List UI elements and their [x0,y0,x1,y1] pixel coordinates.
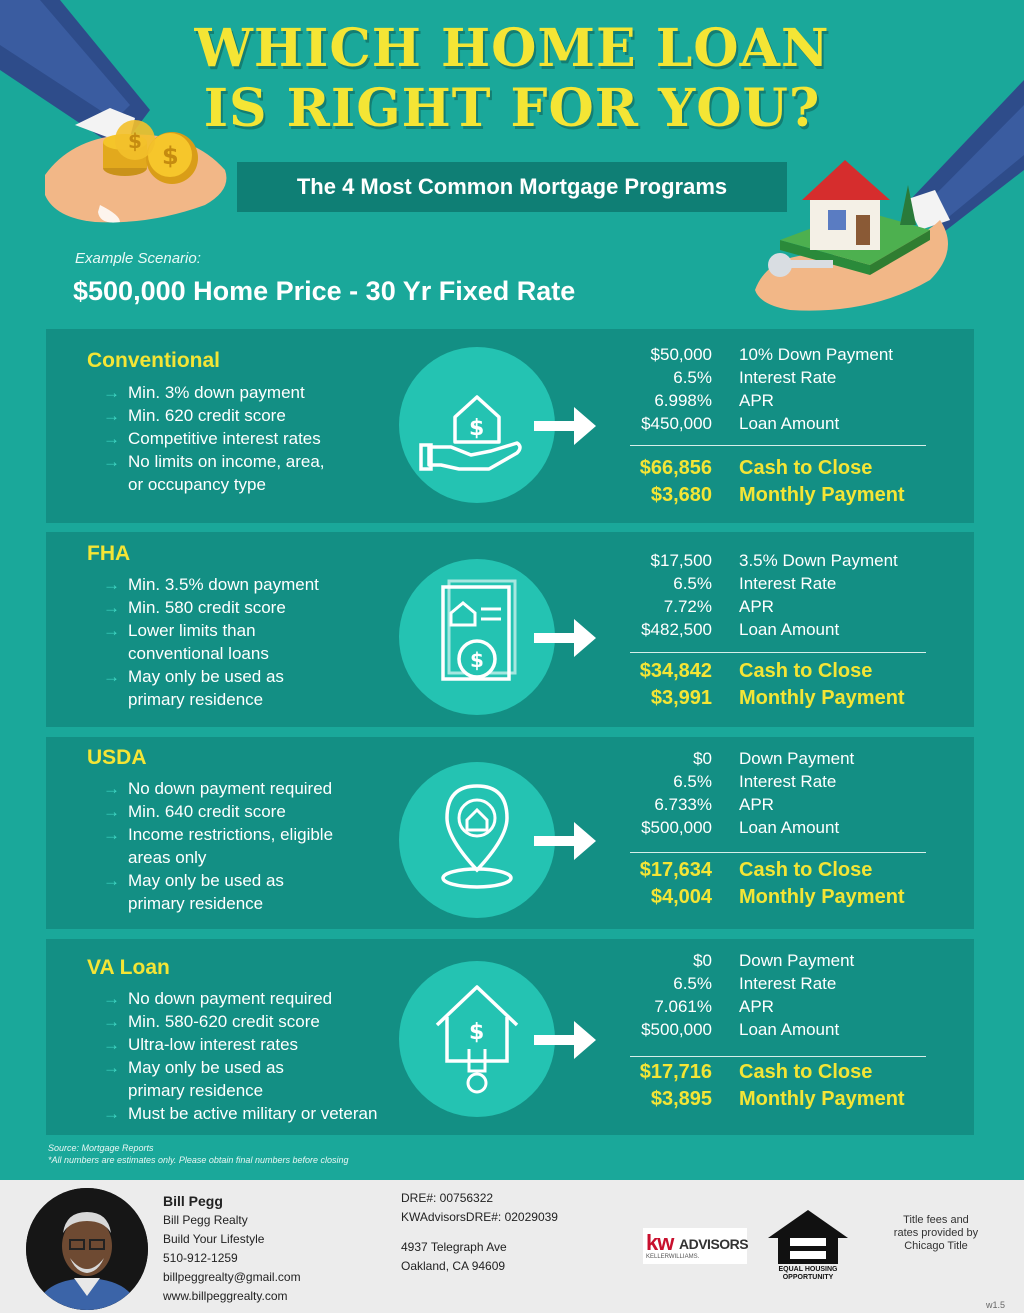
right-arrow-icon: → [103,598,120,617]
stat-label: 3.5% Down Payment [739,551,898,570]
house-dollar-medal-icon [399,961,555,1117]
feature-text: Min. 580-620 credit score [128,1012,320,1031]
feature-text: Income restrictions, eligible [128,825,334,844]
stat-value: $0 [693,749,712,768]
feature-text: May only be used as [128,871,284,890]
document-house-dollar-icon [399,559,555,715]
feature-item [103,1033,377,1056]
monthly-payment-value: $3,680 [650,484,712,506]
right-arrow-icon: → [103,452,120,471]
right-arrow-icon: → [103,575,120,594]
stat-value: 6.733% [654,795,712,814]
eho-line-1: EQUAL HOUSING [778,1266,838,1273]
feature-text: No down payment required [128,779,333,798]
right-arrow-icon: → [103,989,120,1008]
title-fees-note [880,1214,992,1253]
title-line-2: IS RIGHT FOR YOU? [203,78,821,139]
stats-divider [630,852,926,853]
stat-value: 6.5% [673,368,712,387]
feature-text-cont: primary residence [128,894,264,913]
office-address [401,1238,507,1276]
stats-divider [630,1056,926,1057]
address-line-1: 4937 Telegraph Ave [401,1240,507,1254]
stat-value: 7.72% [663,597,712,616]
feature-item [103,573,319,596]
avatar [26,1188,148,1310]
feature-item [103,869,333,915]
svg-text:$: $ [128,129,142,153]
cash-to-close-value: $17,716 [639,1061,712,1083]
title-fees-line-1: Title fees and [903,1214,969,1226]
stats-divider [630,652,926,653]
right-arrow-icon: → [103,825,120,844]
subtitle-text: The 4 Most Common Mortgage Programs [296,174,728,199]
feature-item [103,619,319,665]
big-arrow-icon [534,1017,598,1063]
cash-to-close-value: $17,634 [639,859,712,881]
version-label: w1.5 [986,1300,1006,1310]
loan-name: USDA [87,746,147,769]
svg-text:$: $ [470,648,484,672]
stat-value: $482,500 [641,620,712,639]
address-line-2: Oakland, CA 94609 [401,1259,506,1273]
cash-to-close-label: Cash to Close [739,660,873,682]
source-note [48,1142,349,1166]
stat-label: Loan Amount [739,414,840,433]
feature-item [103,404,325,427]
subtitle [237,162,787,212]
stat-value: $500,000 [641,818,712,837]
kw-dre-number: KWAdvisorsDRE#: 02029039 [401,1210,558,1224]
feature-text: Lower limits than [128,621,256,640]
feature-item [103,665,319,711]
feature-item [103,800,333,823]
right-arrow-icon: → [103,383,120,402]
feature-text: Must be active military or veteran [128,1104,378,1123]
stat-value: $500,000 [641,1020,712,1039]
stat-label: Interest Rate [739,974,837,993]
feature-item [103,777,333,800]
agent-email[interactable]: billpeggrealty@gmail.com [163,1270,301,1284]
svg-text:$: $ [469,1020,485,1045]
equal-housing-label [766,1266,850,1282]
monthly-payment-label: Monthly Payment [739,687,905,709]
feature-text: Min. 620 credit score [128,406,286,425]
big-arrow-icon [534,615,598,661]
feature-list [103,987,377,1125]
loan-name: FHA [87,542,131,565]
right-arrow-icon: → [103,1012,120,1031]
stat-value: 7.061% [654,997,712,1016]
source-line: Source: Mortgage Reports [48,1143,154,1153]
feature-list [103,573,319,711]
big-arrow-icon [534,818,598,864]
big-arrow-icon [534,403,598,449]
stat-label: Down Payment [739,749,855,768]
stat-label: Loan Amount [739,818,840,837]
stat-value: 6.5% [673,974,712,993]
feature-text-cont: primary residence [128,690,264,709]
scenario-title: $500,000 Home Price - 30 Yr Fixed Rate [73,276,576,306]
kw-advisors-logo [643,1228,747,1264]
loan-card [46,939,974,1135]
monthly-payment-label: Monthly Payment [739,1088,905,1110]
feature-item [103,1056,377,1102]
stat-label: Loan Amount [739,1020,840,1039]
agent-contact [163,1192,301,1306]
monthly-payment-label: Monthly Payment [739,484,905,506]
monthly-payment-label: Monthly Payment [739,886,905,908]
stat-label: 10% Down Payment [739,345,894,364]
hand-house-dollar-icon [399,347,555,503]
monthly-payment-value: $3,895 [650,1088,712,1110]
feature-text: No limits on income, area, [128,452,325,471]
eho-line-2: OPPORTUNITY [782,1274,834,1281]
equal-housing-icon [766,1208,850,1266]
stat-value: $450,000 [641,414,712,433]
loan-name: Conventional [87,349,221,372]
license-info [401,1189,558,1227]
stats-divider [630,445,926,446]
loan-card [46,737,974,929]
feature-text-cont: or occupancy type [128,475,266,494]
right-arrow-icon: → [103,621,120,640]
scenario-label: Example Scenario: [75,250,201,267]
stat-label: APR [739,391,774,410]
feature-list [103,777,333,915]
right-arrow-icon: → [103,871,120,890]
feature-item [103,427,325,450]
right-arrow-icon: → [103,1104,120,1123]
stat-label: Interest Rate [739,772,837,791]
loan-card [46,532,974,727]
feature-text-cont: areas only [128,848,207,867]
title-fees-line-2: rates provided by [893,1227,979,1239]
stat-value: $50,000 [650,345,712,364]
agent-website[interactable]: www.billpeggrealty.com [163,1289,288,1303]
feature-text: No down payment required [128,989,333,1008]
feature-list [103,381,325,496]
stat-value: $17,500 [650,551,712,570]
cash-to-close-value: $34,842 [639,660,712,682]
feature-item [103,596,319,619]
stat-label: APR [739,997,774,1016]
stat-label: APR [739,795,774,814]
feature-text: Ultra-low interest rates [128,1035,299,1054]
stat-value: 6.5% [673,574,712,593]
stat-label: Interest Rate [739,368,837,387]
kw-logo-sub: KELLERWILLIAMS. [646,1254,700,1260]
feature-text-cont: primary residence [128,1081,264,1100]
monthly-payment-value: $4,004 [650,886,712,908]
stat-label: Down Payment [739,951,855,970]
location-pin-house-icon [399,762,555,918]
right-arrow-icon: → [103,667,120,686]
svg-text:$: $ [469,416,485,441]
agent-name: Bill Pegg [163,1193,223,1209]
feature-item [103,450,325,496]
kw-logo-mark: kw [646,1230,674,1255]
dre-number: DRE#: 00756322 [401,1191,494,1205]
disclaimer-line: *All numbers are estimates only. Please obtain final numbers before closing [48,1155,349,1165]
loan-card [46,329,974,523]
kw-logo-name: ADVISORS [679,1236,749,1252]
loan-name: VA Loan [87,956,170,979]
agent-company: Bill Pegg Realty [163,1213,248,1227]
stat-value: $0 [693,951,712,970]
agent-phone[interactable]: 510-912-1259 [163,1251,238,1265]
feature-item [103,381,325,404]
right-arrow-icon: → [103,1058,120,1077]
feature-text: Min. 640 credit score [128,802,286,821]
title-line-1: WHICH HOME LOAN [194,18,830,79]
stat-label: Interest Rate [739,574,837,593]
cash-to-close-value: $66,856 [639,457,712,479]
right-arrow-icon: → [103,779,120,798]
monthly-payment-value: $3,991 [650,687,712,709]
cash-to-close-label: Cash to Close [739,1061,873,1083]
feature-text: Competitive interest rates [128,429,321,448]
svg-text:$: $ [162,142,179,170]
feature-text: Min. 3.5% down payment [128,575,319,594]
right-arrow-icon: → [103,406,120,425]
feature-item [103,987,377,1010]
feature-text: May only be used as [128,1058,284,1077]
right-arrow-icon: → [103,1035,120,1054]
stat-label: APR [739,597,774,616]
stat-value: 6.998% [654,391,712,410]
feature-item [103,1102,377,1125]
feature-text: Min. 580 credit score [128,598,286,617]
feature-text-cont: conventional loans [128,644,269,663]
right-arrow-icon: → [103,802,120,821]
feature-item [103,823,333,869]
stat-label: Loan Amount [739,620,840,639]
cash-to-close-label: Cash to Close [739,457,873,479]
feature-text: May only be used as [128,667,284,686]
right-arrow-icon: → [103,429,120,448]
stat-value: 6.5% [673,772,712,791]
cash-to-close-label: Cash to Close [739,859,873,881]
feature-text: Min. 3% down payment [128,383,305,402]
title-fees-line-3: Chicago Title [904,1240,968,1252]
footer [0,1180,1024,1313]
feature-item [103,1010,377,1033]
agent-tagline: Build Your Lifestyle [163,1232,265,1246]
